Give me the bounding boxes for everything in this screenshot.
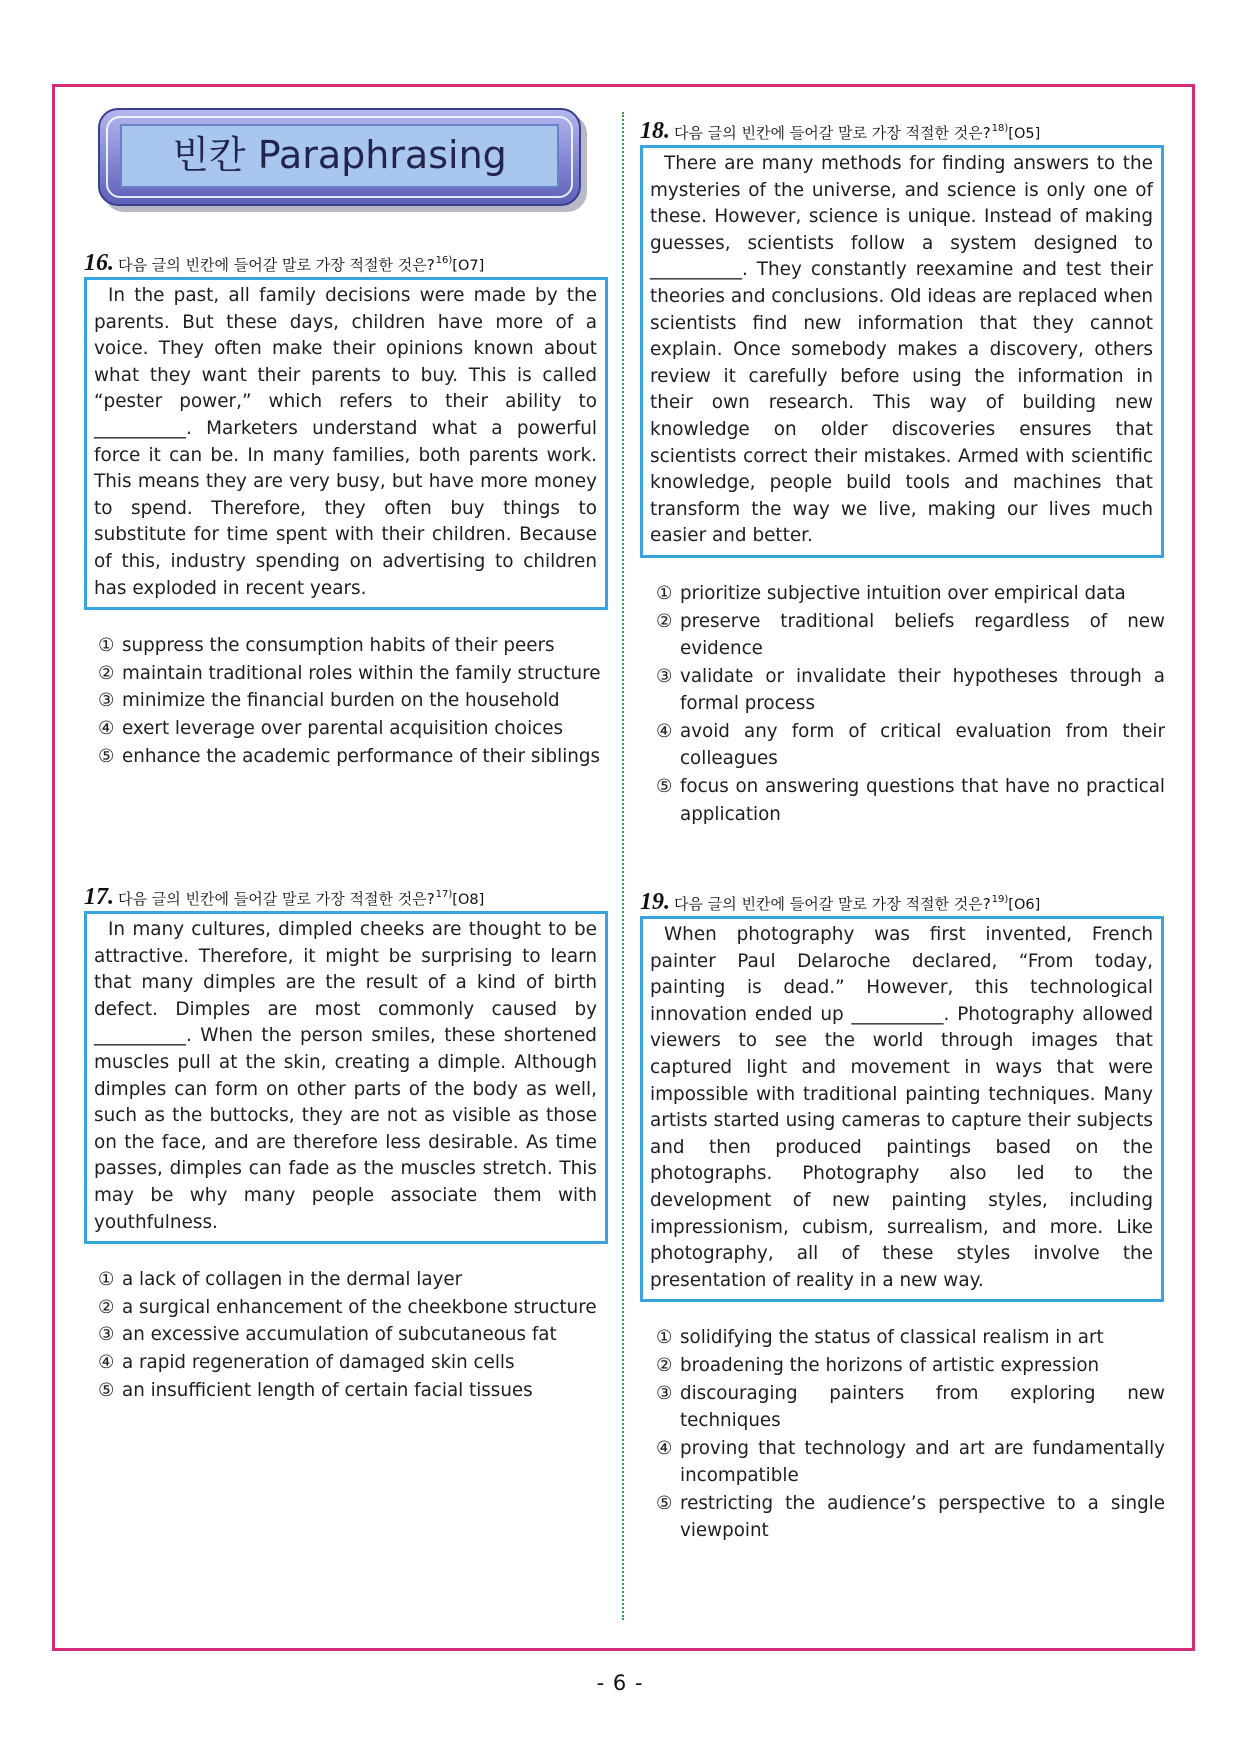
passage-box: In many cultures, dimpled cheeks are thought to be attractive. Therefore, it might be surprising to learn that many dimples are the result of a kind of birth defect. Dimples are most commonly caused by __________. When the person smiles, these shortened muscles pull at the skin, creating a dimple. Although dimples can form on other parts of the body as well, such as the buttocks, they are not as visible as those on the face, and are therefore less desirable. As time passes, dimples can fade as the muscles stretch. This may be why many people associate them with youthfulness. [84, 911, 608, 1244]
question-code: [O5] [1008, 126, 1041, 142]
option-marker: ③ [98, 1324, 115, 1346]
option-text: prioritize subjective intuition over empirical data [680, 582, 1126, 604]
option-marker: ③ [656, 1382, 673, 1404]
question-number: 18. [640, 118, 670, 144]
option-marker: ⑤ [656, 776, 673, 798]
option-text: validate or invalidate their hypotheses through a formal process [680, 665, 1165, 715]
option-text: a lack of collagen in the dermal layer [122, 1269, 463, 1291]
option-marker: ② [656, 1354, 673, 1376]
option-text: avoid any form of critical evaluation from their colleagues [680, 720, 1165, 770]
question-prompt: 다음 글의 빈칸에 들어갈 말로 가장 적절한 것은? [674, 895, 991, 913]
question-number: 17. [84, 884, 114, 910]
option-4 [98, 715, 607, 743]
option-text: exert leverage over parental acquisition choices [122, 717, 563, 739]
option-5 [656, 1490, 1165, 1545]
answer-options [656, 1324, 1165, 1545]
option-1 [656, 1324, 1165, 1352]
question-prompt: 다음 글의 빈칸에 들어갈 말로 가장 적절한 것은? [118, 256, 435, 274]
question-heading [640, 115, 1164, 142]
answer-options [656, 580, 1165, 828]
option-marker: ① [656, 582, 673, 604]
question-heading [84, 881, 608, 908]
option-3 [98, 687, 607, 715]
page-title: 빈칸 Paraphrasing [120, 124, 559, 188]
option-text: restricting the audience’s perspective to a single viewpoint [680, 1492, 1165, 1542]
option-text: minimize the financial burden on the household [122, 690, 560, 712]
option-2 [98, 660, 607, 688]
question-number: 16. [84, 250, 114, 276]
option-1 [98, 1266, 607, 1294]
option-1 [656, 580, 1165, 608]
page-number: - 6 - [596, 1671, 644, 1695]
option-5 [98, 743, 607, 771]
option-text: focus on answering questions that have no practical application [680, 776, 1165, 825]
option-text: discouraging painters from exploring new techniques [680, 1382, 1165, 1432]
question-16 [84, 247, 608, 770]
question-footnote-ref: 19) [991, 894, 1009, 905]
question-prompt: 다음 글의 빈칸에 들어갈 말로 가장 적절한 것은? [674, 124, 991, 142]
option-4 [98, 1349, 607, 1377]
option-marker: ① [98, 635, 115, 657]
option-marker: ① [656, 1327, 673, 1349]
question-heading [84, 247, 608, 274]
option-text: solidifying the status of classical realism in art [680, 1327, 1104, 1349]
question-footnote-ref: 18) [991, 123, 1009, 134]
option-5 [656, 773, 1165, 828]
option-marker: ③ [656, 665, 673, 687]
option-1 [98, 632, 607, 660]
option-text: enhance the academic performance of their siblings [122, 745, 600, 767]
question-number: 19. [640, 889, 670, 915]
option-text: a rapid regeneration of damaged skin cells [122, 1351, 515, 1373]
question-prompt: 다음 글의 빈칸에 들어갈 말로 가장 적절한 것은? [118, 890, 435, 908]
passage-box: When photography was first invented, French painter Paul Delaroche declared, “From today, painting is dead.” However, this technological innovation ended up __________. Photography allowed viewers to see the world through images that captured light and movement in ways that were impossible with traditional painting techniques. Many artists started using cameras to capture their subjects and then produced paintings based on the photographs. Photography also led to the development of new painting styles, including impressionism, cubism, surrealism, and more. Like photography, all of these styles involve the presentation of reality in a new way. [640, 916, 1164, 1302]
option-5 [98, 1377, 607, 1405]
option-marker: ② [98, 1296, 115, 1318]
option-marker: ④ [656, 1437, 673, 1459]
option-3 [656, 1380, 1165, 1435]
option-text: an excessive accumulation of subcutaneous fat [122, 1324, 557, 1346]
option-marker: ① [98, 1269, 115, 1291]
option-2 [656, 608, 1165, 663]
option-marker: ④ [98, 1351, 115, 1373]
option-marker: ② [656, 610, 673, 632]
question-17 [84, 881, 608, 1404]
question-code: [O7] [452, 258, 485, 274]
option-text: proving that technology and art are fundamentally incompatible [680, 1437, 1165, 1487]
option-marker: ③ [98, 690, 115, 712]
question-footnote-ref: 17) [435, 889, 453, 900]
question-18 [640, 115, 1164, 828]
option-3 [656, 663, 1165, 718]
option-text: preserve traditional beliefs regardless of new evidence [680, 610, 1165, 660]
title-plate [98, 108, 581, 206]
option-2 [98, 1294, 607, 1322]
option-marker: ⑤ [98, 1379, 115, 1401]
passage-box: There are many methods for finding answers to the mysteries of the universe, and science is only one of these. However, science is unique. Instead of making guesses, scientists follow a system designed to __________. They constantly reexamine and test their theories and conclusions. Old ideas are replaced when scientists find new information that they cannot explain. Once somebody makes a discovery, others review it carefully before using the information in their own research. This way of building new knowledge on older discoveries ensures that scientists correct their mistakes. Armed with scientific knowledge, people build tools and machines that transform the way we live, making our lives much easier and better. [640, 145, 1164, 558]
option-text: maintain traditional roles within the family structure [122, 662, 601, 684]
column-divider [622, 112, 624, 1620]
option-4 [656, 718, 1165, 773]
question-19 [640, 886, 1164, 1545]
question-code: [O6] [1008, 897, 1041, 913]
option-marker: ② [98, 662, 115, 684]
passage-box: In the past, all family decisions were made by the parents. But these days, children have more of a voice. They often make their opinions known about what they want their parents to buy. This is called “pester power,” which refers to their ability to __________. Marketers understand what a powerful force it can be. In many families, both parents work. This means they are very busy, but have more money to spend. Therefore, they often buy things to substitute for time spent with their children. Because of this, industry spending on advertising to children has exploded in recent years. [84, 277, 608, 610]
option-text: an insufficient length of certain facial tissues [122, 1379, 533, 1401]
option-4 [656, 1435, 1165, 1490]
option-marker: ④ [656, 720, 673, 742]
option-marker: ⑤ [98, 745, 115, 767]
question-code: [O8] [452, 892, 485, 908]
answer-options [98, 632, 607, 770]
option-2 [656, 1352, 1165, 1380]
option-3 [98, 1321, 607, 1349]
option-marker: ④ [98, 717, 115, 739]
option-marker: ⑤ [656, 1492, 673, 1514]
answer-options [98, 1266, 607, 1404]
option-text: suppress the consumption habits of their peers [122, 635, 555, 657]
question-footnote-ref: 16) [435, 255, 453, 266]
option-text: broadening the horizons of artistic expression [680, 1354, 1100, 1376]
question-heading [640, 886, 1164, 913]
option-text: a surgical enhancement of the cheekbone structure [122, 1296, 597, 1318]
